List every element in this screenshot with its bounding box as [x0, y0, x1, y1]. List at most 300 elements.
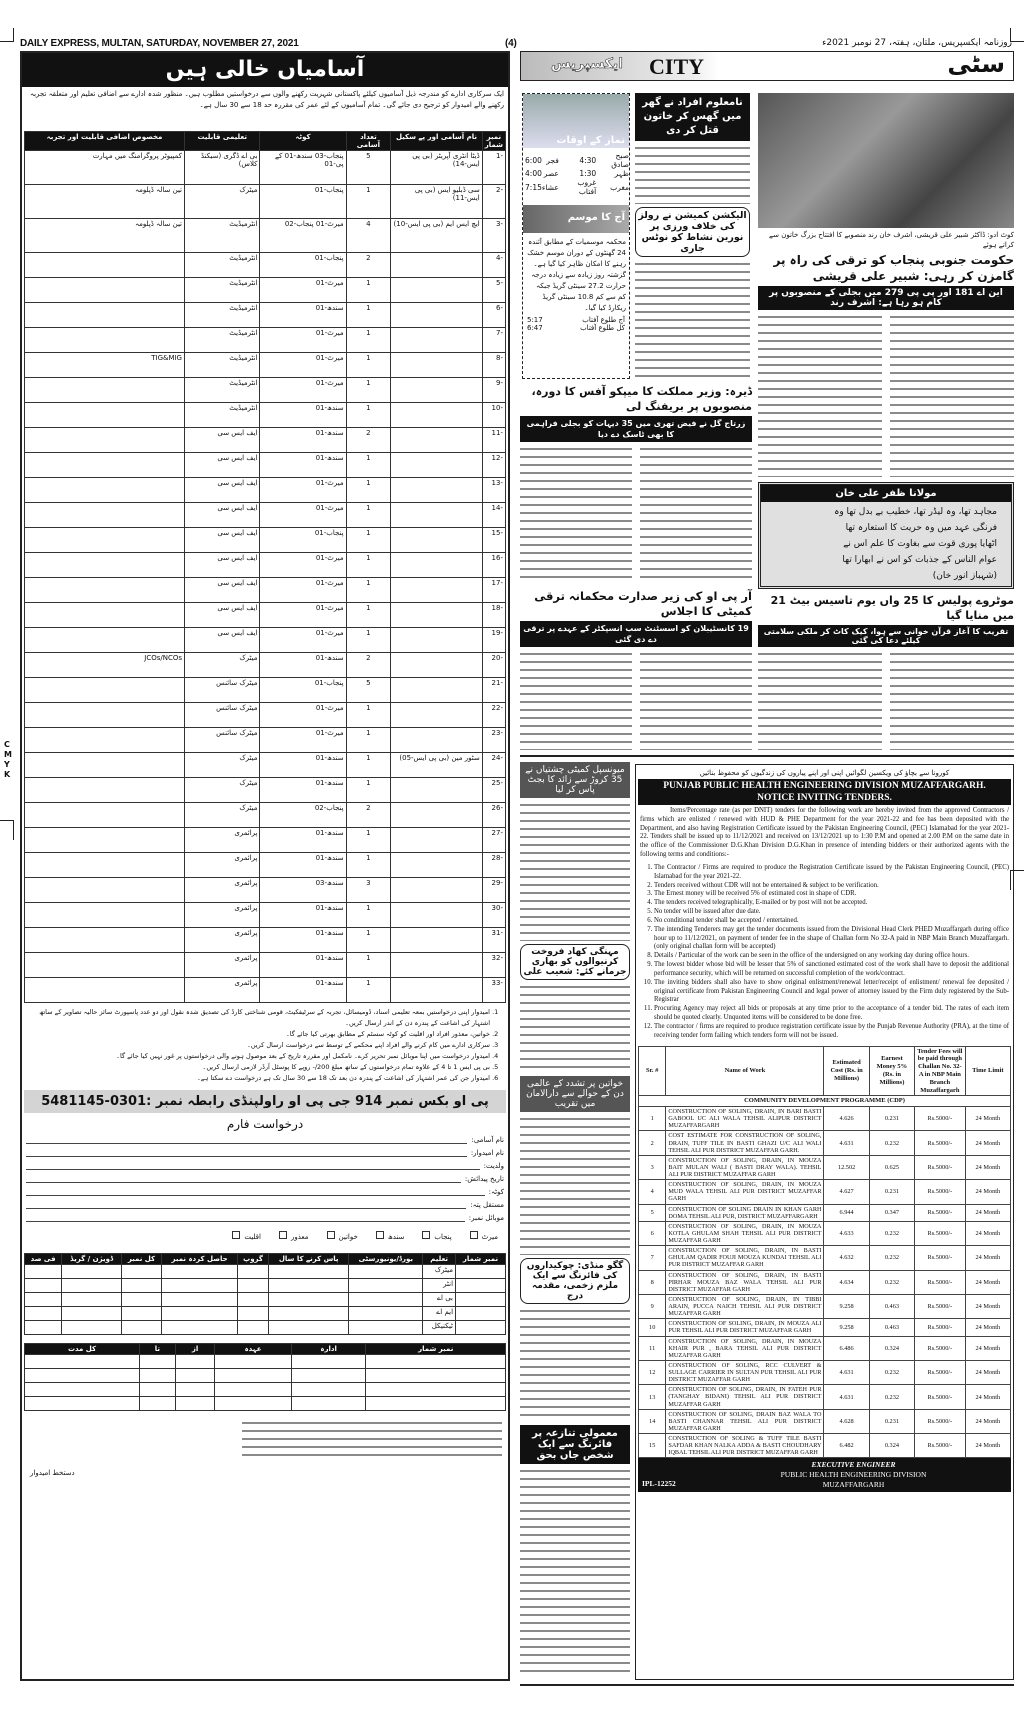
- column-header: فی صد: [25, 1254, 62, 1265]
- table-cell[interactable]: [366, 1397, 506, 1411]
- quota-label: پنجاب: [434, 1233, 452, 1241]
- jobs-column-header: تعداد آسامی: [346, 132, 391, 151]
- table-cell[interactable]: [349, 1321, 423, 1335]
- tender-cell-sr: 15: [639, 1434, 666, 1458]
- jobs-cell-quota: میرٹ-01: [260, 553, 346, 578]
- tender-column-header: Tender Fees will be paid through Challan No. 32-A in NBP Main Branch Muzaffargarh: [915, 1046, 966, 1096]
- crop-mark: [0, 820, 14, 840]
- jobs-cell-post: [391, 303, 483, 328]
- tender-row: [639, 1221, 1011, 1245]
- form-field[interactable]: [26, 1175, 504, 1183]
- table-cell[interactable]: [291, 1355, 366, 1369]
- article-body: [520, 801, 630, 941]
- form-field[interactable]: [26, 1214, 504, 1222]
- form-field-line: [26, 1162, 480, 1170]
- tender-intro: Items/Percentage rate (as per DNIT) tenders for the following work are hereby invited from the approved Contractors / firms which are enlisted / renewed with HUD & PHE Department for the year 2021-22 and fee has been deposited with the Department, and also having Registration Certificate issued by the Pakistan Engineering Council, (PEC) Islamabad for the year 2021-22. Tenders shall be issued up to 11/12/2021 and received on 13/12/2021 up to 1:30 P.M and opened at 2.00 P.M on the same date in the office of the Commissioner D.G.Khan Division D.G.Khan in presence of intending bidders or their authorized agents with the following terms and conditions:-: [640, 807, 1009, 859]
- tender-row: [639, 1204, 1011, 1221]
- mosque-image: [523, 94, 629, 148]
- column-header: تا: [140, 1344, 176, 1355]
- table-cell[interactable]: [238, 1307, 269, 1321]
- jobs-cell-edu: میٹرک: [185, 803, 260, 828]
- sunrise-time: 5:17: [527, 316, 543, 324]
- table-cell[interactable]: [162, 1307, 238, 1321]
- headline-fertilizer-fines: مہنگی کھاد فروخت کرنیوالوں کو بھاری جرمانے کئے: شعیب علی: [520, 944, 630, 980]
- tender-cell-time: 24 Month: [965, 1180, 1010, 1204]
- table-cell[interactable]: [25, 1383, 140, 1397]
- headline-murder: نامعلوم افراد نے گھر میں گھس کر خاتون قتل کر دی: [635, 93, 750, 141]
- table-cell[interactable]: [62, 1279, 122, 1293]
- tender-cell-sr: 14: [639, 1409, 666, 1433]
- jobs-cell-count: 4: [346, 219, 391, 253]
- table-cell[interactable]: [215, 1355, 291, 1369]
- sunrise-label: آج طلوع آفتاب: [582, 316, 625, 324]
- jobs-cell-post: [391, 903, 483, 928]
- form-field-label: نام آسامی:: [471, 1136, 504, 1144]
- form-field-line: [26, 1201, 466, 1209]
- quota-label: اقلیت: [244, 1233, 261, 1241]
- table-cell[interactable]: [456, 1279, 506, 1293]
- table-cell[interactable]: [215, 1397, 291, 1411]
- jobs-cell-edu: ایف ایس سی: [185, 578, 260, 603]
- table-cell[interactable]: [175, 1383, 215, 1397]
- checkbox-icon: [279, 1231, 287, 1239]
- tender-cell-work: CONSTRUCTION OF SOLING, DRAIN, IN MOUZA ALI PUR TEHSIL ALI PUR DISTRICT MUZAFFAR GARH: [666, 1319, 824, 1336]
- article-body: [520, 1307, 630, 1422]
- subheadline-motorway: تقریب کا آغاز قرآن خوانی سے ہوا، کیک کاٹ کر ملکی سلامتی کیلئے دعا کی گئی: [758, 625, 1014, 647]
- quota-checkbox[interactable]: [422, 1231, 451, 1241]
- jobs-cell-no: -12: [482, 453, 505, 478]
- jobs-table-row: [25, 578, 506, 603]
- table-cell[interactable]: [456, 1265, 506, 1279]
- jobs-cell-edu: ایف ایس سی: [185, 453, 260, 478]
- table-cell[interactable]: [25, 1321, 62, 1335]
- subheadline-rpo: 19 کانسٹیبلان کو اسسٹنٹ سب انسپکٹر کے عہدے پر ترقی دے دی گئی: [520, 621, 752, 647]
- tender-notice: [635, 764, 1014, 1680]
- form-field-line: [26, 1136, 467, 1144]
- tender-cell-earnest: 0.463: [869, 1294, 914, 1318]
- jobs-table-row: [25, 303, 506, 328]
- tender-cell-work: CONSTRUCTION OF SOLING, DRAIN, IN MOUZA MUD WALA TEHSIL ALI PUR DISTRICT MUZAFFAR GARH: [666, 1180, 824, 1204]
- jobs-cell-post: [391, 378, 483, 403]
- jobs-cell-count: 1: [346, 378, 391, 403]
- table-cell[interactable]: [268, 1265, 348, 1279]
- news-photo-inauguration: [758, 93, 1014, 228]
- table-cell[interactable]: [456, 1293, 506, 1307]
- table-cell[interactable]: انٹر: [423, 1279, 456, 1293]
- form-title: درخواست فارم: [226, 1117, 304, 1131]
- jobs-cell-edu: پرائمری: [185, 878, 260, 903]
- prayer-cell: 4:00: [525, 169, 542, 178]
- table-cell[interactable]: [291, 1397, 366, 1411]
- jobs-cell-edu: انٹرمیڈیٹ: [185, 219, 260, 253]
- form-field[interactable]: [26, 1188, 504, 1196]
- article-body: [520, 650, 632, 750]
- jobs-cell-count: 1: [346, 703, 391, 728]
- article-body: [635, 260, 750, 379]
- tender-cell-earnest: 0.231: [869, 1409, 914, 1433]
- tender-cell-cost: 9.258: [824, 1294, 869, 1318]
- jobs-cell-post: [391, 403, 483, 428]
- jobs-cell-edu: میٹرک: [185, 185, 260, 219]
- jobs-cell-post: [391, 353, 483, 378]
- tender-cell-sr: 7: [639, 1246, 666, 1270]
- crop-mark: [0, 28, 14, 42]
- jobs-column-header: نام آسامی اور پے سکیل: [391, 132, 483, 151]
- jobs-intro: ایک سرکاری ادارے کو مندرجہ ذیل آسامیوں کیلئے پاکستانی شہریت رکھنے والوں سے درخواستیں مطلوب ہیں۔ منظور شدہ ادارے سے اضافی تعلیم اور متعلقہ تجربہ رکھنے والے امیدوار کو ترجیح دی جائے گی۔ تمام آسامیوں کے لئے عمر کی مقررہ حد 18 سے 30 سال ہے۔: [29, 90, 504, 109]
- headline-chishtian-budget: میونسپل کمیٹی چشتیاں نے 35 کروڑ سے زائد کا بجٹ پاس کر لیا: [520, 762, 630, 798]
- jobs-cell-edu: میٹرک: [185, 753, 260, 778]
- article-body: [640, 650, 752, 750]
- table-cell[interactable]: [62, 1293, 122, 1307]
- corona-banner: کورونا سے بچاؤ کی ویکسین لگوائیں اپنی اور اپنے پیاروں کی زندگیوں کو محفوظ بنائیں: [699, 769, 950, 777]
- jobs-cell-post: [391, 678, 483, 703]
- form-field[interactable]: [26, 1162, 504, 1170]
- jobs-table-row: [25, 778, 506, 803]
- jobs-cell-quota: سندھ-01: [260, 753, 346, 778]
- table-cell[interactable]: [349, 1293, 423, 1307]
- column-header: بورڈ/یونیورسٹی: [349, 1254, 423, 1265]
- form-field-line: [26, 1175, 461, 1183]
- headline-guard-firing: گگو منڈی: چوکیداروں کی فائرنگ سے ایک ملزم زخمی، مقدمہ درج: [520, 1258, 630, 1304]
- tender-cell-fee: Rs.5000/-: [915, 1360, 966, 1384]
- jobs-cell-quota: سندھ-01: [260, 303, 346, 328]
- article-columns: [758, 313, 1014, 477]
- checkbox-icon: [327, 1231, 335, 1239]
- tender-cell-sr: 2: [639, 1131, 666, 1155]
- jobs-cell-quota: سندھ-01: [260, 778, 346, 803]
- prayer-cell: مغرب: [610, 182, 629, 192]
- quota-checkbox[interactable]: [279, 1231, 309, 1241]
- jobs-cell-no: -13: [482, 478, 505, 503]
- news-column: [635, 93, 750, 379]
- tender-cell-sr: 12: [639, 1360, 666, 1384]
- jobs-column-header: مخصوص اضافی قابلیت اور تجربہ: [25, 132, 185, 151]
- table-cell[interactable]: [140, 1355, 176, 1369]
- jobs-cell-exp: [25, 728, 185, 753]
- jobs-cell-count: 1: [346, 828, 391, 853]
- jobs-cell-no: -30: [482, 903, 505, 928]
- jobs-cell-no: -27: [482, 828, 505, 853]
- right-news-column: [758, 93, 1014, 750]
- table-cell[interactable]: [349, 1307, 423, 1321]
- table-cell[interactable]: میٹرک: [423, 1265, 456, 1279]
- table-cell[interactable]: [366, 1355, 506, 1369]
- jobs-cell-count: 1: [346, 578, 391, 603]
- table-cell[interactable]: ٹیکنیکل: [423, 1321, 456, 1335]
- column-header: تعلیم: [423, 1254, 456, 1265]
- jobs-cell-no: -7: [482, 328, 505, 353]
- article-body: [890, 313, 1014, 477]
- jobs-cell-post: [391, 278, 483, 303]
- jobs-cell-count: 1: [346, 328, 391, 353]
- tender-cell-earnest: 0.232: [869, 1246, 914, 1270]
- form-field[interactable]: [26, 1201, 504, 1209]
- tender-term: 1. The Contractor / Firms are required to produce the Registration Certificate issued by the Pakistan Engineering Council, (PEC) Islamabad for the year 2021-22.: [654, 864, 1009, 882]
- jobs-cell-quota: سندھ-01: [260, 403, 346, 428]
- table-cell[interactable]: [291, 1369, 366, 1383]
- jobs-table-row: [25, 328, 506, 353]
- table-cell[interactable]: [238, 1321, 269, 1335]
- jobs-cell-edu: پرائمری: [185, 953, 260, 978]
- narrow-news-column: [520, 762, 630, 1680]
- jobs-cell-quota: میرٹ-01: [260, 353, 346, 378]
- jobs-cell-exp: [25, 628, 185, 653]
- table-cell[interactable]: ایم اے: [423, 1307, 456, 1321]
- tender-row: [639, 1409, 1011, 1433]
- table-cell[interactable]: [25, 1369, 140, 1383]
- table-cell[interactable]: [268, 1279, 348, 1293]
- column-header: ادارہ: [291, 1344, 366, 1355]
- weather-title: آج کا موسم: [567, 212, 625, 223]
- form-field[interactable]: [26, 1136, 504, 1144]
- jobs-cell-quota: میرٹ-01: [260, 278, 346, 303]
- tender-cell-earnest: 0.231: [869, 1180, 914, 1204]
- tender-row: [639, 1180, 1011, 1204]
- jobs-cell-edu: انٹرمیڈیٹ: [185, 253, 260, 278]
- tender-cell-fee: Rs.5000/-: [915, 1319, 966, 1336]
- jobs-cell-edu: انٹرمیڈیٹ: [185, 303, 260, 328]
- jobs-cell-count: 1: [346, 503, 391, 528]
- table-cell[interactable]: [349, 1265, 423, 1279]
- tender-term: 10. The inviting bidders shall also have to show original enlistment/renewal letter/receipt of enlistment/ renewal fee deposited / original certificate from Pakistan Engineering Council and legal power of attorney issued by the Firm duly registered by the Sub-Registrar: [654, 979, 1009, 1005]
- table-cell[interactable]: [215, 1369, 291, 1383]
- jobs-cell-edu: ایف ایس سی: [185, 428, 260, 453]
- table-cell[interactable]: [268, 1307, 348, 1321]
- table-cell[interactable]: [121, 1307, 161, 1321]
- page-number: (4): [505, 38, 517, 49]
- jobs-cell-count: 2: [346, 253, 391, 278]
- divider: [520, 1684, 1014, 1686]
- jobs-cell-count: 1: [346, 903, 391, 928]
- column-header: عہدہ: [215, 1344, 291, 1355]
- tender-row: [639, 1270, 1011, 1294]
- tender-row: [639, 1319, 1011, 1336]
- tender-term: 7. The intending Tenderers may get the tender documents issued from the Divisional Head Clerk PHED Muzaffargarh during office hour up to 11/12/2021, on payment of tender fee in the shape of Challan form No 32-A paid in NBP Main Branch Muzaffargarh. (only original challan form will be accepted): [654, 926, 1009, 952]
- jobs-cell-count: 1: [346, 853, 391, 878]
- prayer-row: [525, 169, 629, 178]
- table-cell[interactable]: [25, 1279, 62, 1293]
- table-cell[interactable]: [366, 1383, 506, 1397]
- column-header: کل نمبر: [121, 1254, 161, 1265]
- tender-cell-work: CONSTRUCTION OF SOLING, DRAIN BAZ WALA TO BASTI CHANNAR TEHSIL ALI PUR DISTRICT MUZAFFAR GARH: [666, 1409, 824, 1433]
- jobs-cell-count: 1: [346, 478, 391, 503]
- table-cell[interactable]: [121, 1293, 161, 1307]
- table-cell[interactable]: [25, 1397, 140, 1411]
- jobs-cell-quota: پنجاب-01: [260, 185, 346, 219]
- jobs-cell-quota: پنجاب-01: [260, 528, 346, 553]
- tender-cell-cost: 4.632: [824, 1246, 869, 1270]
- mark-c: C: [4, 740, 10, 749]
- jobs-table-row: [25, 628, 506, 653]
- header-left: DAILY EXPRESS, MULTAN, SATURDAY, NOVEMBER 27, 2021: [20, 38, 299, 49]
- form-field-label: تاریخ پیدائش:: [464, 1175, 504, 1183]
- table-cell[interactable]: [291, 1383, 366, 1397]
- tender-cell-work: CONSTRUCTION OF SOLING, DRAIN, IN BARI BASTI GABOOL UC ALI WALA TEHSIL ALIPUR DISTRICT MUZAFFARGARH: [666, 1107, 824, 1131]
- tender-cell-sr: 8: [639, 1270, 666, 1294]
- table-cell[interactable]: [238, 1279, 269, 1293]
- table-cell[interactable]: [349, 1279, 423, 1293]
- jobs-cell-no: -2: [482, 185, 505, 219]
- table-cell[interactable]: [140, 1383, 176, 1397]
- table-cell[interactable]: [366, 1369, 506, 1383]
- table-cell[interactable]: [62, 1321, 122, 1335]
- tender-column-header: Earnest Money 5% (Rs. in Millions): [869, 1046, 914, 1096]
- tender-column-header: Estimated Cost (Rs. in Millions): [824, 1046, 869, 1096]
- jobs-cell-edu: پرائمری: [185, 853, 260, 878]
- jobs-table: [24, 131, 506, 1003]
- table-row: [25, 1383, 506, 1397]
- quota-checkbox[interactable]: [470, 1231, 498, 1241]
- jobs-table-row: [25, 478, 506, 503]
- table-cell[interactable]: [268, 1293, 348, 1307]
- quota-checkbox[interactable]: [232, 1231, 261, 1241]
- tender-cell-cost: 4.627: [824, 1180, 869, 1204]
- jobs-table-row: [25, 828, 506, 853]
- headline-motorway-police: موٹروے پولیس کا 25 واں یوم تاسیس بیٹ 21 میں منایا گیا: [770, 594, 1014, 622]
- jobs-cell-exp: [25, 328, 185, 353]
- subheadline-ashraf-rind: این اے 181 اور پی پی 279 میں بجلی کے منصوبوں پر کام ہو رہا ہے: اشرف رند: [758, 286, 1014, 310]
- checkbox-icon: [422, 1231, 430, 1239]
- jobs-cell-quota: میرٹ-01 پنجاب-02: [260, 219, 346, 253]
- poem-text: [761, 502, 1011, 586]
- experience-table: [24, 1343, 506, 1411]
- instruction-item: 3. سرکاری ادارے میں کام کرنے والے افراد اپنے محکمے کے توسط سے درخواست ارسال کریں۔: [26, 1040, 490, 1051]
- table-cell[interactable]: [215, 1383, 291, 1397]
- table-cell[interactable]: [62, 1307, 122, 1321]
- tender-cell-earnest: 0.347: [869, 1204, 914, 1221]
- table-cell[interactable]: بی اے: [423, 1293, 456, 1307]
- jobs-cell-count: 1: [346, 928, 391, 953]
- table-cell[interactable]: [121, 1279, 161, 1293]
- jobs-cell-quota: سندھ-01: [260, 903, 346, 928]
- jobs-cell-exp: [25, 853, 185, 878]
- jobs-cell-quota: سندھ-01: [260, 978, 346, 1003]
- jobs-cell-no: -6: [482, 303, 505, 328]
- tender-row: [639, 1434, 1011, 1458]
- jobs-cell-quota: سندھ-03: [260, 878, 346, 903]
- tender-column-header: Time Limit: [965, 1046, 1010, 1096]
- tender-cell-cost: 4.634: [824, 1270, 869, 1294]
- table-row: [25, 1265, 506, 1279]
- form-field-line: [26, 1214, 465, 1222]
- table-cell[interactable]: [25, 1265, 62, 1279]
- table-cell[interactable]: [162, 1321, 238, 1335]
- jobs-cell-quota: سندھ-01: [260, 653, 346, 678]
- jobs-table-row: [25, 553, 506, 578]
- prayer-weather-box: [522, 93, 630, 379]
- poem-box: [758, 482, 1014, 589]
- jobs-table-row: [25, 428, 506, 453]
- table-cell[interactable]: [140, 1397, 176, 1411]
- jobs-cell-edu: پرائمری: [185, 978, 260, 1003]
- jobs-cell-no: -1: [482, 151, 505, 185]
- instruction-item: 2. خواتین، معذور افراد اور اقلیت کو کوٹہ سسٹم کے مطابق بھرتی کیا جائے گا۔: [26, 1029, 490, 1040]
- jobs-cell-no: -33: [482, 978, 505, 1003]
- form-field[interactable]: [26, 1149, 504, 1157]
- table-cell[interactable]: [238, 1265, 269, 1279]
- jobs-cell-edu: انٹرمیڈیٹ: [185, 328, 260, 353]
- jobs-cell-quota: پنجاب-01: [260, 678, 346, 703]
- jobs-title: آسامیاں خالی ہیں: [22, 53, 508, 87]
- jobs-cell-no: -17: [482, 578, 505, 603]
- tender-cell-time: 24 Month: [965, 1409, 1010, 1433]
- jobs-cell-quota: سندھ-01: [260, 453, 346, 478]
- contact-info: پی او بکس نمبر 914 جی پی او راولپنڈی رابطہ نمبر :0301-5481145: [24, 1090, 506, 1113]
- table-cell[interactable]: [175, 1355, 215, 1369]
- tender-cell-sr: 13: [639, 1385, 666, 1409]
- table-cell[interactable]: [25, 1307, 62, 1321]
- quota-checkbox[interactable]: [376, 1231, 405, 1241]
- table-cell[interactable]: [456, 1321, 506, 1335]
- jobs-cell-edu: ایف ایس سی: [185, 553, 260, 578]
- table-cell[interactable]: [121, 1265, 161, 1279]
- jobs-table-row: [25, 403, 506, 428]
- tender-term: 12. The contractor / firms are required to produce registration certificate issue by the Punjab Revenue Authority (PRA), at the time of receiving tender form failing which tenders form will not be issued.: [654, 1023, 1009, 1041]
- jobs-cell-count: 1: [346, 728, 391, 753]
- prayer-cell: ظہر: [614, 169, 629, 178]
- form-field-line: [26, 1188, 485, 1196]
- tender-cell-fee: Rs.5000/-: [915, 1270, 966, 1294]
- tender-cell-work: CONSTRUCTION OF SOLING DRAIN IN KHAN GARH DOMA TEHSIL ALI PUR, DISTRICT MUZAFFARGARH: [666, 1204, 824, 1221]
- tender-cell-work: CONSTRUCTION OF SOLING, DRAIN, IN BASTI PIRHAR MOUZA BAZ WALA TEHSIL ALI PUR DISTRICT MUZAFFAR GARH: [666, 1270, 824, 1294]
- table-cell[interactable]: [238, 1293, 269, 1307]
- checkbox-icon: [470, 1231, 478, 1239]
- table-cell[interactable]: [268, 1321, 348, 1335]
- table-cell[interactable]: [175, 1369, 215, 1383]
- table-cell[interactable]: [162, 1279, 238, 1293]
- jobs-table-row: [25, 728, 506, 753]
- jobs-cell-exp: [25, 928, 185, 953]
- quota-checkbox[interactable]: [327, 1231, 358, 1241]
- jobs-cell-count: 1: [346, 403, 391, 428]
- table-cell[interactable]: [456, 1307, 506, 1321]
- jobs-instructions: [22, 1003, 508, 1086]
- table-cell[interactable]: [162, 1293, 238, 1307]
- jobs-cell-post: [391, 453, 483, 478]
- table-cell[interactable]: [140, 1369, 176, 1383]
- tender-signature-block: [638, 1458, 1011, 1492]
- tender-section-header: COMMUNITY DEVELOPMENT PROGRAMME (CDP): [639, 1096, 1011, 1107]
- column-header: گروپ: [238, 1254, 269, 1265]
- tender-cell-sr: 1: [639, 1107, 666, 1131]
- table-cell[interactable]: [25, 1293, 62, 1307]
- tender-row: [639, 1385, 1011, 1409]
- jobs-cell-edu: انٹرمیڈیٹ: [185, 403, 260, 428]
- tender-cell-work: CONSTRUCTION OF SOLING & TUFF TILE BASTI SAFDAR KHAN NALKA ADDA & BASTI CHOUDHARY IQBAL TEHSIL ALI PUR DISTRICT MUZAFFAR GARH: [666, 1434, 824, 1458]
- tender-cell-cost: 4.633: [824, 1221, 869, 1245]
- table-cell[interactable]: [25, 1355, 140, 1369]
- table-row: [25, 1369, 506, 1383]
- table-row: [25, 1397, 506, 1411]
- jobs-cell-no: -14: [482, 503, 505, 528]
- table-cell[interactable]: [175, 1397, 215, 1411]
- table-cell[interactable]: [121, 1321, 161, 1335]
- prayer-row: [525, 178, 629, 196]
- tender-cell-sr: 4: [639, 1180, 666, 1204]
- sunset-time: 6:47: [527, 324, 543, 332]
- jobs-cell-no: -4: [482, 253, 505, 278]
- prayer-cell: 6:00: [525, 155, 542, 165]
- table-cell[interactable]: [162, 1265, 238, 1279]
- jobs-cell-post: ڈیٹا انٹری آپریٹر (بی پی ایس-14): [391, 151, 483, 185]
- jobs-cell-count: 1: [346, 278, 391, 303]
- jobs-column-header: کوٹہ: [260, 132, 346, 151]
- quota-label: میرٹ: [481, 1233, 498, 1241]
- jobs-cell-exp: [25, 278, 185, 303]
- form-fields: [22, 1136, 508, 1222]
- table-cell[interactable]: [62, 1265, 122, 1279]
- jobs-cell-exp: [25, 578, 185, 603]
